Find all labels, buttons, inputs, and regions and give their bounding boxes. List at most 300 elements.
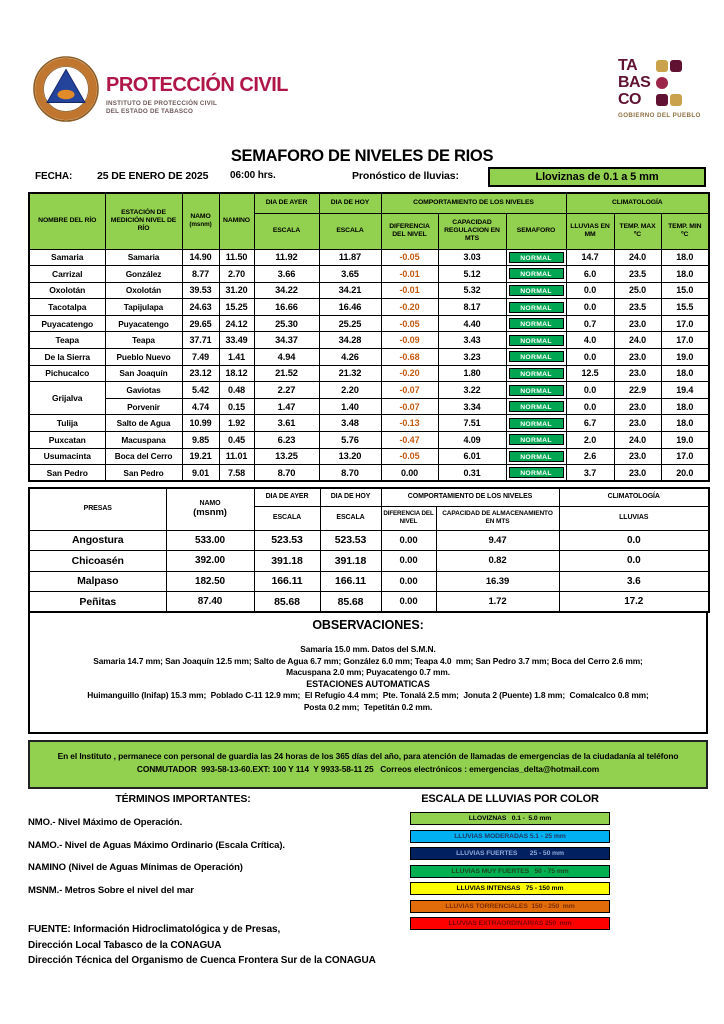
terminos-importantes-section [28, 793, 338, 902]
tmin-cell: 18.0 [661, 249, 709, 266]
namino-cell: 0.48 [219, 382, 254, 399]
date-bar [0, 167, 724, 189]
namino-cell: 0.45 [219, 432, 254, 449]
observaciones-line: Macuspana 2.0 mm; Puyacatengo 0.7 mm. [286, 667, 450, 677]
namino-cell: 0.15 [219, 398, 254, 415]
namino-cell: 11.01 [219, 448, 254, 465]
tmin-cell: 18.0 [661, 415, 709, 432]
presa-namo-cell: 533.00 [166, 530, 254, 551]
contact-line: En el Instituto , permanece con personal de guardia las 24 horas de los 365 días del año, para atención de llamadas de emergencias de la ciudadanía al teléfono [57, 751, 679, 761]
escala-hoy-cell: 34.21 [319, 282, 381, 299]
presa-capacidad-cell: 1.72 [436, 592, 559, 613]
fecha-value: 25 DE ENERO DE 2025 [97, 170, 209, 182]
tmax-cell: 23.0 [614, 398, 661, 415]
presas-col-dia-ayer: DIA DE AYER [254, 488, 320, 506]
tmax-cell: 25.0 [614, 282, 661, 299]
presa-escala-ayer-cell: 523.53 [254, 530, 320, 551]
presa-escala-hoy-cell: 166.11 [320, 571, 381, 592]
semaforo-cell [506, 349, 566, 366]
lluvias-cell: 0.0 [566, 299, 614, 316]
lluvias-cell: 0.0 [566, 398, 614, 415]
river-name-cell: Puxcatan [29, 432, 105, 449]
namino-cell: 33.49 [219, 332, 254, 349]
diferencia-cell: -0.68 [381, 349, 438, 366]
presa-escala-hoy-cell: 391.18 [320, 551, 381, 572]
tmax-cell: 23.5 [614, 266, 661, 283]
river-row [29, 382, 709, 399]
tmax-cell: 23.0 [614, 315, 661, 332]
diferencia-cell: -0.05 [381, 249, 438, 266]
tabasco-glyph-icon [656, 94, 668, 106]
tmax-cell: 23.5 [614, 299, 661, 316]
escala-ayer-cell: 16.66 [254, 299, 319, 316]
namino-cell: 7.58 [219, 465, 254, 482]
presa-name-cell: Angostura [29, 530, 166, 551]
lluvias-cell: 0.0 [566, 382, 614, 399]
tabasco-logo-line: TA [618, 56, 638, 74]
estaciones-automaticas-title: ESTACIONES AUTOMATICAS [306, 678, 430, 689]
semaforo-cell [506, 382, 566, 399]
semaforo-cell [506, 299, 566, 316]
river-name-cell: Puyacatengo [29, 315, 105, 332]
escala-ayer-cell: 1.47 [254, 398, 319, 415]
tabasco-glyph-icon [670, 94, 682, 106]
tmin-cell: 19.0 [661, 349, 709, 366]
namo-cell: 4.74 [182, 398, 219, 415]
capacidad-cell: 4.40 [438, 315, 506, 332]
observaciones-line: Samaria 14.7 mm; San Joaquín 12.5 mm; Salto de Agua 6.7 mm; González 6.0 mm; Teapa 4.0 mm; San Pedro 3.7 mm; Boca del Cerro 2.6 mm; [93, 655, 643, 666]
lluvias-cell: 4.0 [566, 332, 614, 349]
namo-cell: 39.53 [182, 282, 219, 299]
escala-hoy-cell: 8.70 [319, 465, 381, 482]
col-header-estacion: ESTACIÓN DE MEDICIÓN NIVEL DE RÍO [105, 193, 182, 249]
capacidad-cell: 3.03 [438, 249, 506, 266]
river-row [29, 415, 709, 432]
station-cell: Gaviotas [105, 382, 182, 399]
diferencia-cell: -0.47 [381, 432, 438, 449]
col-header-diferencia: DIFERENCIA DEL NIVEL [381, 213, 438, 249]
presa-diferencia-cell: 0.00 [381, 530, 436, 551]
lluvias-cell: 12.5 [566, 365, 614, 382]
pronostico-value-badge: Lloviznas de 0.1 a 5 mm [488, 167, 706, 187]
semaforo-cell [506, 432, 566, 449]
observaciones-line: Huimanguillo (Inifap) 15.3 mm; Poblado C-11 12.9 mm; El Refugio 4.4 mm; Pte. Tonalá 2.5 mm; Jonuta 2 (Puente) 1.8 mm; Comalcalco 0.8 mm; [87, 690, 649, 700]
capacidad-cell: 3.22 [438, 382, 506, 399]
gobierno-del-pueblo-label: GOBIERNO DEL PUEBLO [618, 112, 701, 119]
escala-ayer-cell: 34.37 [254, 332, 319, 349]
semaforo-cell [506, 398, 566, 415]
semaforo-cell [506, 415, 566, 432]
col-header-nombre: NOMBRE DEL RÍO [29, 193, 105, 249]
presas-col-dia-hoy: DIA DE HOY [320, 488, 381, 506]
tabasco-logo [618, 57, 702, 119]
river-row [29, 282, 709, 299]
capacidad-cell: 0.31 [438, 465, 506, 482]
semaforo-cell [506, 282, 566, 299]
namo-cell: 23.12 [182, 365, 219, 382]
escala-hoy-cell: 4.26 [319, 349, 381, 366]
station-cell: Teapa [105, 332, 182, 349]
escala-hoy-cell: 3.65 [319, 266, 381, 283]
escala-hoy-cell: 13.20 [319, 448, 381, 465]
col-header-dia-ayer: DIA DE AYER [254, 193, 319, 213]
semaforo-badge: NORMAL [509, 418, 564, 429]
river-name-cell: Teapa [29, 332, 105, 349]
namo-cell: 9.01 [182, 465, 219, 482]
tmax-cell: 23.0 [614, 365, 661, 382]
proteccion-civil-wordmark [106, 74, 366, 115]
presa-row [29, 530, 709, 551]
pc-title: PROTECCIÓN CIVIL [106, 74, 289, 96]
semaforo-badge: NORMAL [509, 351, 564, 362]
namo-cell: 9.85 [182, 432, 219, 449]
lluvias-cell: 2.6 [566, 448, 614, 465]
fuente-line: Dirección Local Tabasco de la CONAGUA [28, 939, 222, 951]
river-row [29, 448, 709, 465]
diferencia-cell: -0.07 [381, 398, 438, 415]
presa-row [29, 551, 709, 572]
col-header-namino: NAMINO [219, 193, 254, 249]
escala-lluvias-bar: LLUVIAS MUY FUERTES 50 - 75 mm [410, 865, 610, 878]
presa-capacidad-cell: 0.82 [436, 551, 559, 572]
namo-cell: 24.63 [182, 299, 219, 316]
tmax-cell: 24.0 [614, 332, 661, 349]
escala-hoy-cell: 11.87 [319, 249, 381, 266]
tabasco-logo-line: BAS [618, 73, 651, 91]
escala-ayer-cell: 2.27 [254, 382, 319, 399]
tabasco-logo-line: CO [618, 90, 641, 108]
termino-item: NAMINO (Nivel de Aguas Mínimas de Operación) [28, 862, 243, 873]
tmax-cell: 23.0 [614, 349, 661, 366]
tmin-cell: 18.0 [661, 398, 709, 415]
capacidad-cell: 6.01 [438, 448, 506, 465]
presa-capacidad-cell: 9.47 [436, 530, 559, 551]
observaciones-line: Posta 0.2 mm; Tepetitán 0.2 mm. [303, 701, 433, 712]
semaforo-badge: NORMAL [509, 302, 564, 313]
escala-hoy-cell: 34.28 [319, 332, 381, 349]
presas-col-climatologia: CLIMATOLOGÍA [559, 488, 709, 506]
capacidad-cell: 5.12 [438, 266, 506, 283]
semaforo-cell [506, 249, 566, 266]
col-header-tmin: TEMP. MIN ºC [661, 213, 709, 249]
escala-lluvias-bar: LLUVIAS MODERADAS 5.1 - 25 mm [410, 830, 610, 843]
station-cell: Puyacatengo [105, 315, 182, 332]
col-header-dia-hoy: DIA DE HOY [319, 193, 381, 213]
col-header-namo: NAMO (msnm) [182, 193, 219, 249]
presa-capacidad-cell: 16.39 [436, 571, 559, 592]
semaforo-cell [506, 266, 566, 283]
river-name-cell: Oxolotán [29, 282, 105, 299]
emergency-contact-band [28, 740, 708, 789]
capacidad-cell: 3.34 [438, 398, 506, 415]
tmax-cell: 23.0 [614, 415, 661, 432]
station-cell: Pueblo Nuevo [105, 349, 182, 366]
tmin-cell: 19.0 [661, 432, 709, 449]
namino-cell: 11.50 [219, 249, 254, 266]
station-cell: Salto de Agua [105, 415, 182, 432]
escala-ayer-cell: 25.30 [254, 315, 319, 332]
station-cell: Samaria [105, 249, 182, 266]
presa-row [29, 592, 709, 613]
presas-table [28, 487, 710, 613]
river-row [29, 315, 709, 332]
escala-lluvias-bar: LLUVIAS EXTRAORDINARIAS 250 mm [410, 917, 610, 930]
contact-line: CONMUTADOR 993-58-13-60.EXT: 100 Y 114 Y 9933-58-11 25 Correos electrónicos : emergencias_delta@hotmail.com [136, 764, 600, 774]
namino-cell: 1.92 [219, 415, 254, 432]
river-row [29, 249, 709, 266]
escala-ayer-cell: 8.70 [254, 465, 319, 482]
station-cell: Porvenir [105, 398, 182, 415]
tmax-cell: 24.0 [614, 249, 661, 266]
presas-col-capacidad: CAPACIDAD DE ALMACENAMIENTO EN MTS [436, 506, 559, 530]
river-name-cell: Grijalva [29, 382, 105, 415]
river-row [29, 398, 709, 415]
river-name-cell: Pichucalco [29, 365, 105, 382]
presas-col-diferencia: DIFERENCIA DEL NIVEL [381, 506, 436, 530]
fuente-section [28, 922, 508, 969]
escala-lluvias-section [408, 793, 612, 935]
semaforo-badge: NORMAL [509, 467, 564, 478]
hora-value: 06:00 hrs. [230, 170, 276, 181]
river-row [29, 432, 709, 449]
namino-cell: 15.25 [219, 299, 254, 316]
namo-cell: 8.77 [182, 266, 219, 283]
tmax-cell: 23.0 [614, 465, 661, 482]
semaforo-badge: NORMAL [509, 451, 564, 462]
tmax-cell: 24.0 [614, 432, 661, 449]
presa-row [29, 571, 709, 592]
presa-name-cell: Malpaso [29, 571, 166, 592]
river-row [29, 266, 709, 283]
namo-cell: 5.42 [182, 382, 219, 399]
presa-namo-cell: 87.40 [166, 592, 254, 613]
station-cell: Boca del Cerro [105, 448, 182, 465]
river-name-cell: Carrizal [29, 266, 105, 283]
fuente-line: FUENTE: Información Hidroclimatológica y de Presas, [28, 924, 281, 935]
semaforo-badge: NORMAL [509, 252, 564, 263]
escala-ayer-cell: 11.92 [254, 249, 319, 266]
diferencia-cell: -0.05 [381, 315, 438, 332]
tmin-cell: 15.0 [661, 282, 709, 299]
namo-cell: 7.49 [182, 349, 219, 366]
tmax-cell: 23.0 [614, 448, 661, 465]
namino-cell: 1.41 [219, 349, 254, 366]
semaforo-badge: NORMAL [509, 385, 564, 396]
escala-ayer-cell: 34.22 [254, 282, 319, 299]
presas-col-escala-hoy: ESCALA [320, 506, 381, 530]
col-header-semaforo: SEMAFORO [506, 213, 566, 249]
namino-cell: 18.12 [219, 365, 254, 382]
tmin-cell: 18.0 [661, 266, 709, 283]
fuente-line: Dirección Técnica del Organismo de Cuenca Frontera Sur de la CONAGUA [28, 955, 376, 966]
namo-cell: 37.71 [182, 332, 219, 349]
termino-item: NMO.- Nivel Máximo de Operación. [28, 817, 183, 828]
diferencia-cell: -0.13 [381, 415, 438, 432]
rivers-table [28, 192, 710, 482]
terminos-title: TÉRMINOS IMPORTANTES: [115, 793, 251, 805]
presas-col-header: PRESAS [29, 488, 166, 530]
escala-lluvias-bar: LLUVIAS TORRENCIALES 150 - 250 mm [410, 900, 610, 913]
lluvias-cell: 0.7 [566, 315, 614, 332]
escala-hoy-cell: 21.32 [319, 365, 381, 382]
tmin-cell: 20.0 [661, 465, 709, 482]
capacidad-cell: 4.09 [438, 432, 506, 449]
escala-lluvias-title: ESCALA DE LLUVIAS POR COLOR [421, 793, 599, 805]
presa-name-cell: Peñitas [29, 592, 166, 613]
semaforo-cell [506, 332, 566, 349]
col-header-capacidad: CAPACIDAD REGULACION EN MTS [438, 213, 506, 249]
namino-cell: 2.70 [219, 266, 254, 283]
observaciones-title: OBSERVACIONES: [312, 618, 424, 632]
presas-col-escala-ayer: ESCALA [254, 506, 320, 530]
station-cell: San Joaquín [105, 365, 182, 382]
escala-lluvias-bar: LLOVIZNAS 0.1 - 5.0 mm [410, 812, 610, 825]
col-header-climatologia: CLIMATOLOGÍA [566, 193, 709, 213]
semaforo-badge: NORMAL [509, 368, 564, 379]
semaforo-badge: NORMAL [509, 268, 564, 279]
termino-item: MSNM.- Metros Sobre el nivel del mar [28, 884, 194, 896]
capacidad-cell: 1.80 [438, 365, 506, 382]
presa-lluvias-cell: 17.2 [559, 592, 709, 613]
presa-namo-cell: 392.00 [166, 551, 254, 572]
river-name-cell: De la Sierra [29, 349, 105, 366]
escala-ayer-cell: 3.61 [254, 415, 319, 432]
fecha-label: FECHA: [35, 171, 73, 182]
diferencia-cell: -0.09 [381, 332, 438, 349]
escala-ayer-cell: 4.94 [254, 349, 319, 366]
semaforo-cell [506, 315, 566, 332]
tmin-cell: 19.4 [661, 382, 709, 399]
presa-diferencia-cell: 0.00 [381, 551, 436, 572]
station-cell: San Pedro [105, 465, 182, 482]
station-cell: Tapijulapa [105, 299, 182, 316]
rivers-tbody [29, 249, 709, 481]
tabasco-glyph-icon [656, 77, 668, 89]
namino-cell: 31.20 [219, 282, 254, 299]
diferencia-cell: -0.05 [381, 448, 438, 465]
semaforo-badge: NORMAL [509, 401, 564, 412]
pc-subtitle: INSTITUTO DE PROTECCIÓN CIVIL DEL ESTADO DE TABASCO [106, 100, 217, 115]
diferencia-cell: 0.00 [381, 465, 438, 482]
river-row [29, 299, 709, 316]
escala-lluvias-bars [408, 812, 612, 930]
escala-hoy-cell: 25.25 [319, 315, 381, 332]
semaforo-badge: NORMAL [509, 318, 564, 329]
lluvias-cell: 14.7 [566, 249, 614, 266]
pronostico-label: Pronóstico de lluvias: [352, 170, 459, 182]
presas-tbody [29, 530, 709, 612]
namo-cell: 14.90 [182, 249, 219, 266]
lluvias-cell: 3.7 [566, 465, 614, 482]
river-name-cell: Usumacinta [29, 448, 105, 465]
tabasco-glyph-icon [670, 60, 682, 72]
observaciones-line: Samaria 15.0 mm. Datos del S.M.N. [300, 644, 436, 654]
semaforo-cell [506, 465, 566, 482]
river-name-cell: Tacotalpa [29, 299, 105, 316]
escala-ayer-cell: 6.23 [254, 432, 319, 449]
capacidad-cell: 8.17 [438, 299, 506, 316]
capacidad-cell: 3.23 [438, 349, 506, 366]
escala-ayer-cell: 21.52 [254, 365, 319, 382]
station-cell: González [105, 266, 182, 283]
presa-escala-ayer-cell: 166.11 [254, 571, 320, 592]
presa-diferencia-cell: 0.00 [381, 571, 436, 592]
diferencia-cell: -0.20 [381, 299, 438, 316]
diferencia-cell: -0.20 [381, 365, 438, 382]
col-header-comportamiento: COMPORTAMIENTO DE LOS NIVELES [381, 193, 566, 213]
col-header-tmax: TEMP. MAX ºC [614, 213, 661, 249]
river-name-cell: Tulija [29, 415, 105, 432]
diferencia-cell: -0.07 [381, 382, 438, 399]
presas-col-comportamiento: COMPORTAMIENTO DE LOS NIVELES [381, 488, 559, 506]
river-row [29, 349, 709, 366]
presa-diferencia-cell: 0.00 [381, 592, 436, 613]
lluvias-cell: 6.7 [566, 415, 614, 432]
capacidad-cell: 3.43 [438, 332, 506, 349]
presa-namo-cell: 182.50 [166, 571, 254, 592]
presa-lluvias-cell: 3.6 [559, 571, 709, 592]
river-name-cell: San Pedro [29, 465, 105, 482]
escala-hoy-cell: 5.76 [319, 432, 381, 449]
lluvias-cell: 6.0 [566, 266, 614, 283]
station-cell: Oxolotán [105, 282, 182, 299]
river-row [29, 465, 709, 482]
station-cell: Macuspana [105, 432, 182, 449]
namino-cell: 24.12 [219, 315, 254, 332]
tmin-cell: 17.0 [661, 448, 709, 465]
termino-item: NAMO.- Nivel de Aguas Máximo Ordinario (Escala Crítica). [28, 839, 285, 851]
escala-ayer-cell: 3.66 [254, 266, 319, 283]
escala-lluvias-bar: LLUVIAS FUERTES 25 - 50 mm [410, 847, 610, 860]
semaforo-cell [506, 365, 566, 382]
river-name-cell: Samaria [29, 249, 105, 266]
escala-hoy-cell: 1.40 [319, 398, 381, 415]
tmin-cell: 17.0 [661, 315, 709, 332]
namo-cell: 29.65 [182, 315, 219, 332]
presas-col-namo: NAMO (msnm) [166, 488, 254, 530]
lluvias-cell: 2.0 [566, 432, 614, 449]
capacidad-cell: 7.51 [438, 415, 506, 432]
escala-hoy-cell: 2.20 [319, 382, 381, 399]
col-header-lluvias: LLUVIAS EN MM [566, 213, 614, 249]
presa-escala-hoy-cell: 85.68 [320, 592, 381, 613]
escala-hoy-cell: 16.46 [319, 299, 381, 316]
escala-ayer-cell: 13.25 [254, 448, 319, 465]
river-row [29, 332, 709, 349]
namo-cell: 10.99 [182, 415, 219, 432]
presa-escala-hoy-cell: 523.53 [320, 530, 381, 551]
presa-escala-ayer-cell: 391.18 [254, 551, 320, 572]
presa-lluvias-cell: 0.0 [559, 530, 709, 551]
observaciones-section [28, 611, 708, 734]
tmin-cell: 17.0 [661, 332, 709, 349]
tmin-cell: 15.5 [661, 299, 709, 316]
col-header-escala-hoy: ESCALA [319, 213, 381, 249]
col-header-escala-ayer: ESCALA [254, 213, 319, 249]
capacidad-cell: 5.32 [438, 282, 506, 299]
escala-lluvias-bar: LLUVIAS INTENSAS 75 - 150 mm [410, 882, 610, 895]
semaforo-badge: NORMAL [509, 285, 564, 296]
river-row [29, 365, 709, 382]
diferencia-cell: -0.01 [381, 266, 438, 283]
presas-col-lluvias: LLUVIAS [559, 506, 709, 530]
tmax-cell: 22.9 [614, 382, 661, 399]
semaforo-cell [506, 448, 566, 465]
page-title: SEMAFORO DE NIVELES DE RIOS [230, 147, 494, 165]
tabasco-glyph-icon [656, 60, 668, 72]
lluvias-cell: 0.0 [566, 349, 614, 366]
diferencia-cell: -0.01 [381, 282, 438, 299]
